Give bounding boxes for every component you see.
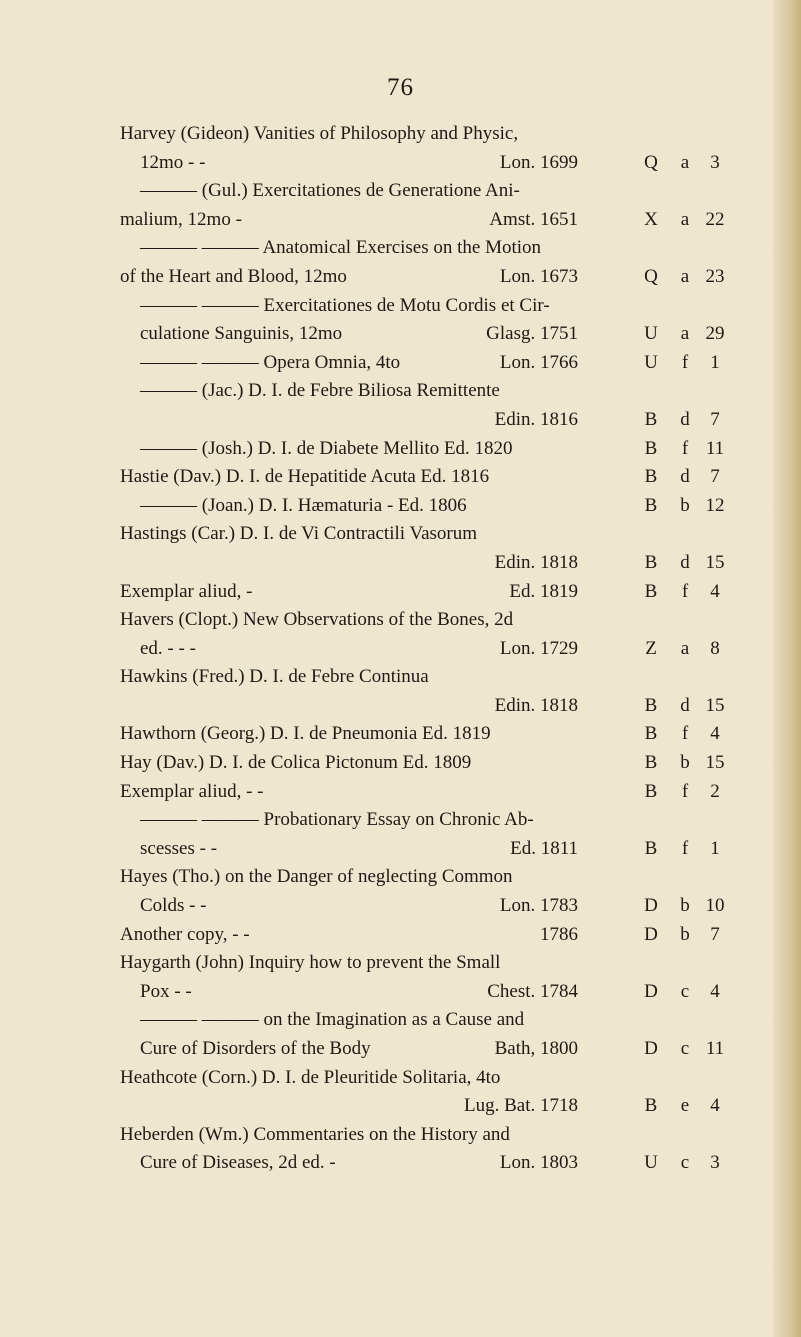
shelf-number: 3 [710,151,720,173]
shelf-row: a [680,323,690,345]
entry-text: ——— (Jac.) D. I. de Febre Biliosa Remittente [140,380,500,402]
catalogue-line [120,892,728,921]
catalogue-line [120,120,728,149]
shelf-number: 4 [710,980,720,1002]
shelf-number: 4 [710,580,720,602]
shelf-case: Q [644,151,658,173]
catalogue-line [120,720,728,749]
entry-imprint: Edin. 1818 [494,694,578,716]
catalogue-line [120,806,728,835]
catalogue-line [120,320,728,349]
catalogue-line [120,835,728,864]
shelf-number: 1 [710,837,720,859]
shelf-number: 4 [710,1095,720,1117]
entry-text: ——— ——— Exercitationes de Motu Cordis et Cir- [140,294,550,316]
catalogue-line [120,463,728,492]
catalogue-line [120,349,728,378]
entry-text: Harvey (Gideon) Vanities of Philosophy and Physic, [120,123,519,144]
shelf-row: c [680,1152,690,1174]
catalogue-line [120,520,728,549]
catalogue-line [120,749,728,778]
entry-imprint: Ed. 1819 [509,580,578,602]
catalogue-line [120,234,728,263]
shelf-case: B [644,837,658,859]
catalogue-line [120,663,728,692]
shelf-row: c [680,1038,690,1059]
shelf-row: a [680,265,690,287]
catalogue-line [120,1035,728,1064]
shelf-number: 11 [705,437,725,459]
entry-text: Heathcote (Corn.) D. I. de Pleuritide Solitaria, 4to [120,1066,501,1088]
shelf-row: b [680,752,690,774]
shelf-number: 10 [705,895,725,917]
entry-imprint: Glasg. 1751 [486,323,578,345]
entry-text: Hay (Dav.) D. I. de Colica Pictonum Ed. 1809 [120,752,472,774]
entry-imprint: Amst. 1651 [489,208,578,230]
entry-text: Cure of Disorders of the Body [140,1038,371,1059]
entry-text: Hastie (Dav.) D. I. de Hepatitide Acuta Ed. 1816 [120,466,490,488]
catalogue-line [120,406,728,435]
entry-imprint: 1786 [540,923,578,945]
catalogue-line [120,292,728,321]
shelf-case: B [644,723,658,745]
catalogue-line [120,1064,728,1093]
shelf-case: U [644,1152,658,1174]
catalogue-line [120,177,728,206]
shelf-case: B [644,752,658,774]
entry-text: Another copy, - - [120,923,250,945]
entry-text: culatione Sanguinis, 12mo [140,323,343,345]
shelf-row: f [681,437,689,459]
entry-imprint: Lon. 1673 [499,265,578,287]
shelf-number: 11 [705,1038,725,1059]
shelf-row: e [680,1095,690,1117]
shelf-case: D [644,923,658,945]
shelf-row: d [680,408,690,430]
catalogue-line [120,377,728,406]
shelf-case: U [644,323,658,345]
entry-imprint: Lon. 1803 [499,1152,578,1174]
entry-imprint: Lug. Bat. 1718 [464,1095,578,1117]
catalogue-line [120,1006,728,1035]
entry-text: ——— ——— on the Imagination as a Cause and [140,1009,525,1031]
entry-text: malium, 12mo - [120,208,242,230]
shelf-row: d [680,551,690,573]
page-edge [773,0,801,1337]
shelf-case: D [644,980,658,1002]
shelf-number: 4 [710,723,720,745]
shelf-row: a [680,208,690,230]
catalogue-line [120,263,728,292]
shelf-case: B [644,437,658,459]
shelf-case: B [644,494,658,516]
catalogue-line [120,606,728,635]
entry-text: Exemplar aliud, - - [120,780,264,802]
entry-text: ——— ——— Anatomical Exercises on the Motion [140,237,542,259]
catalogue-line [120,1121,728,1150]
shelf-row: c [680,980,690,1002]
shelf-row: b [680,923,690,945]
entry-imprint: Chest. 1784 [487,980,578,1002]
entry-text: Hayes (Tho.) on the Danger of neglecting Common [120,866,513,888]
catalogue-line [120,206,728,235]
catalogue-line [120,778,728,807]
entry-text: Heberden (Wm.) Commentaries on the History and [120,1123,510,1145]
shelf-row: b [680,895,690,917]
shelf-number: 7 [710,408,720,430]
shelf-case: B [644,694,658,716]
shelf-row: a [680,637,690,659]
shelf-row: f [681,351,689,373]
entry-text: Pox - - [140,980,192,1002]
catalogue-line [120,692,728,721]
shelf-number: 15 [705,694,725,716]
entry-text: Cure of Diseases, 2d ed. - [140,1152,336,1174]
shelf-case: Q [644,265,658,287]
shelf-number: 22 [705,208,725,230]
entry-text: Hawthorn (Georg.) D. I. de Pneumonia Ed. 1819 [120,723,491,745]
entry-text: ——— (Gul.) Exercitationes de Generatione Ani- [140,180,520,202]
catalogue-line [120,149,728,178]
shelf-number: 23 [705,265,725,287]
entry-text: ——— (Joan.) D. I. Hæmaturia - Ed. 1806 [140,494,467,516]
shelf-number: 15 [705,752,725,774]
shelf-number: 3 [710,1152,720,1174]
shelf-number: 2 [710,780,720,802]
entry-imprint: Lon. 1766 [499,351,578,373]
shelf-case: U [644,351,658,373]
shelf-case: X [644,208,658,230]
entry-text: Colds - - [140,895,207,917]
entry-text: Exemplar aliud, - [120,580,253,602]
shelf-row: b [680,494,690,516]
catalogue-line [120,435,728,464]
entry-text: Havers (Clopt.) New Observations of the Bones, 2d [120,609,514,631]
catalogue-line [120,921,728,950]
shelf-case: D [644,1038,658,1059]
entry-text: 12mo - - [140,151,206,173]
shelf-row: f [681,723,689,745]
shelf-case: B [644,1095,658,1117]
shelf-case: Z [645,637,657,659]
shelf-case: B [644,551,658,573]
catalogue-line [120,978,728,1007]
entry-imprint: Ed. 1811 [510,837,578,859]
entry-imprint: Edin. 1818 [494,551,578,573]
shelf-row: f [681,837,689,859]
entry-imprint: Edin. 1816 [494,408,578,430]
catalogue-line [120,549,728,578]
catalogue-line [120,1149,728,1178]
entry-text: ——— (Josh.) D. I. de Diabete Mellito Ed. 1820 [140,437,513,459]
shelf-row: d [680,466,690,488]
shelf-case: B [644,466,658,488]
shelf-number: 8 [710,637,720,659]
shelf-case: B [644,580,658,602]
catalogue-line [120,578,728,607]
shelf-number: 12 [705,494,725,516]
shelf-row: d [680,694,690,716]
entry-text: of the Heart and Blood, 12mo [120,265,347,287]
catalogue-line [120,1092,728,1121]
shelf-number: 15 [705,551,725,573]
entry-imprint: Lon. 1729 [499,637,578,659]
shelf-number: 1 [710,351,720,373]
shelf-row: f [681,780,689,802]
catalogue-line [120,492,728,521]
shelf-case: B [644,408,658,430]
shelf-case: B [644,780,658,802]
page-number: 76 [387,74,414,101]
shelf-case: D [644,895,658,917]
entry-imprint: Lon. 1783 [499,895,578,917]
entry-imprint: Lon. 1699 [499,151,578,173]
shelf-row: a [680,151,690,173]
shelf-number: 29 [705,323,725,345]
entry-text: ed. - - - [140,637,196,659]
shelf-row: f [681,580,689,602]
shelf-number: 7 [710,466,720,488]
entry-text: Haygarth (John) Inquiry how to prevent the Small [120,952,501,974]
entry-imprint: Bath, 1800 [494,1038,578,1059]
entry-text: ——— ——— Opera Omnia, 4to [140,351,401,373]
catalogue-line [120,863,728,892]
catalogue-line [120,635,728,664]
catalogue-line [120,949,728,978]
entry-text: scesses - - [140,837,218,859]
entry-text: Hastings (Car.) D. I. de Vi Contractili Vasorum [120,523,478,545]
catalogue-entries [120,120,728,1178]
entry-text: ——— ——— Probationary Essay on Chronic Ab- [140,809,534,831]
entry-text: Hawkins (Fred.) D. I. de Febre Continua [120,666,429,688]
shelf-number: 7 [710,923,720,945]
